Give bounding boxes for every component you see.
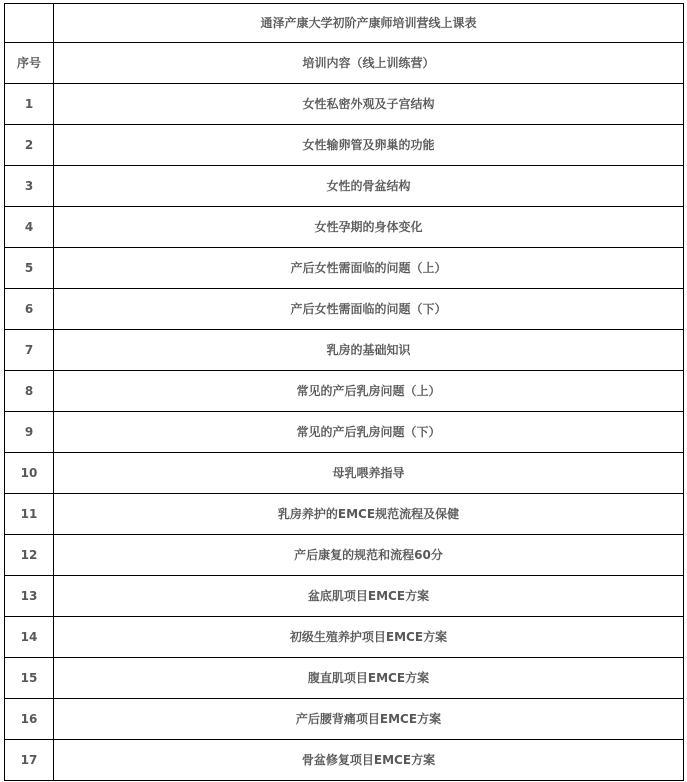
header-index: 序号	[5, 43, 54, 84]
row-content: 乳房的基础知识	[54, 330, 684, 371]
row-content: 乳房养护的EMCE规范流程及保健	[54, 494, 684, 535]
row-content: 产后女性需面临的问题（上）	[54, 248, 684, 289]
row-index: 16	[5, 699, 54, 740]
table-row	[5, 453, 684, 494]
row-index: 15	[5, 658, 54, 699]
schedule-table-container	[4, 3, 683, 781]
table-row	[5, 248, 684, 289]
row-content: 母乳喂养指导	[54, 453, 684, 494]
table-row	[5, 658, 684, 699]
row-content: 产后康复的规范和流程60分	[54, 535, 684, 576]
row-index: 11	[5, 494, 54, 535]
row-content: 骨盆修复项目EMCE方案	[54, 740, 684, 781]
row-content: 女性的骨盆结构	[54, 166, 684, 207]
table-row	[5, 535, 684, 576]
table-row	[5, 617, 684, 658]
course-schedule-table	[4, 3, 684, 781]
table-row	[5, 412, 684, 453]
table-row	[5, 576, 684, 617]
table-row	[5, 289, 684, 330]
row-index: 1	[5, 84, 54, 125]
row-content: 女性孕期的身体变化	[54, 207, 684, 248]
table-row	[5, 330, 684, 371]
row-index: 7	[5, 330, 54, 371]
table-row	[5, 84, 684, 125]
table-row	[5, 699, 684, 740]
row-content: 女性输卵管及卵巢的功能	[54, 125, 684, 166]
row-content: 常见的产后乳房问题（下）	[54, 412, 684, 453]
row-index: 9	[5, 412, 54, 453]
row-index: 4	[5, 207, 54, 248]
row-content: 盆底肌项目EMCE方案	[54, 576, 684, 617]
row-content: 女性私密外观及子宫结构	[54, 84, 684, 125]
table-row	[5, 494, 684, 535]
row-content: 常见的产后乳房问题（上）	[54, 371, 684, 412]
title-row	[5, 4, 684, 43]
table-row	[5, 166, 684, 207]
row-content: 初级生殖养护项目EMCE方案	[54, 617, 684, 658]
row-index: 5	[5, 248, 54, 289]
row-index: 17	[5, 740, 54, 781]
table-row	[5, 740, 684, 781]
row-index: 13	[5, 576, 54, 617]
table-title: 通泽产康大学初阶产康师培训营线上课表	[54, 4, 684, 43]
row-index: 12	[5, 535, 54, 576]
row-index: 2	[5, 125, 54, 166]
row-index: 10	[5, 453, 54, 494]
table-row	[5, 207, 684, 248]
title-empty-cell	[5, 4, 54, 43]
row-index: 8	[5, 371, 54, 412]
row-content: 产后女性需面临的问题（下）	[54, 289, 684, 330]
row-index: 3	[5, 166, 54, 207]
table-row	[5, 371, 684, 412]
header-row	[5, 43, 684, 84]
row-content: 腹直肌项目EMCE方案	[54, 658, 684, 699]
header-content: 培训内容（线上训练营）	[54, 43, 684, 84]
row-content: 产后腰背痛项目EMCE方案	[54, 699, 684, 740]
row-index: 14	[5, 617, 54, 658]
row-index: 6	[5, 289, 54, 330]
table-row	[5, 125, 684, 166]
